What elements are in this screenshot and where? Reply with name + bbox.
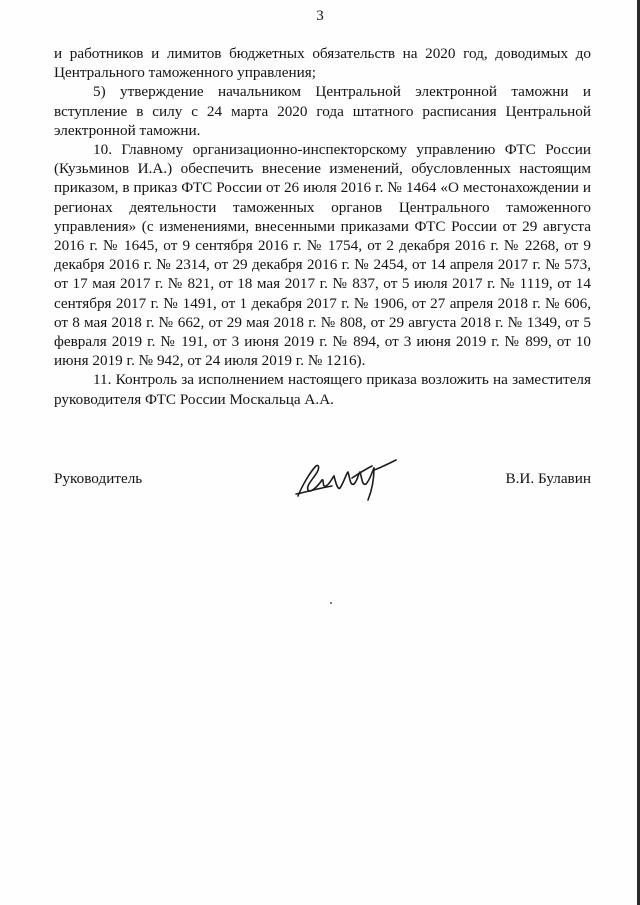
paragraph-item-5: 5) утверждение начальником Центральной электронной таможни и вступление в силу с 24 марта 2020 года штатного расписания Центральной электронной таможни. bbox=[54, 83, 591, 139]
signatory-title: Руководитель bbox=[54, 470, 143, 487]
paragraph-continuation: и работников и лимитов бюджетных обязательств на 2020 год, доводимых до Центрального таможенного управления; bbox=[54, 45, 591, 82]
paragraph-item-11: 11. Контроль за исполнением настоящего приказа возложить на заместителя руководителя ФТС России Москальца А.А. bbox=[54, 371, 591, 408]
signature-block bbox=[54, 464, 591, 514]
signatory-name: В.И. Булавин bbox=[505, 470, 591, 487]
handwritten-signature-icon bbox=[292, 456, 402, 504]
scan-speck bbox=[330, 602, 332, 604]
page-number: 3 bbox=[316, 8, 324, 24]
document-body bbox=[54, 44, 591, 409]
paragraph-item-10: 10. Главному организационно-инспекторскому управлению ФТС России (Кузьминов И.А.) обеспечить внесение изменений, обусловленных настоящим приказом, в приказ ФТС России от 26 июля 2016 г. № 1464 «О местонахождении и регионах деятельности таможенных органов Центрального таможенного управления» (с изменениями, внесенными приказами ФТС России от 29 августа 2016 г. № 1645, от 9 сентября 2016 г. № 1754, от 2 декабря 2016 г. № 2268, от 9 декабря 2016 г. № 2314, от 29 декабря 2016 г. № 2454, от 14 апреля 2017 г. № 573, от 17 мая 2017 г. № 821, от 18 мая 2017 г. № 837, от 5 июля 2017 г. № 1119, от 14 сентября 2017 г. № 1491, от 1 декабря 2017 г. № 1906, от 27 апреля 2018 г. № 606, от 8 мая 2018 г. № 662, от 29 мая 2018 г. № 808, от 29 августа 2018 г. № 1349, от 5 февраля 2019 г. № 191, от 3 июня 2019 г. № 894, от 3 июня 2019 г. № 899, от 10 июня 2019 г. № 942, от 24 июля 2019 г. № 1216). bbox=[54, 141, 591, 370]
